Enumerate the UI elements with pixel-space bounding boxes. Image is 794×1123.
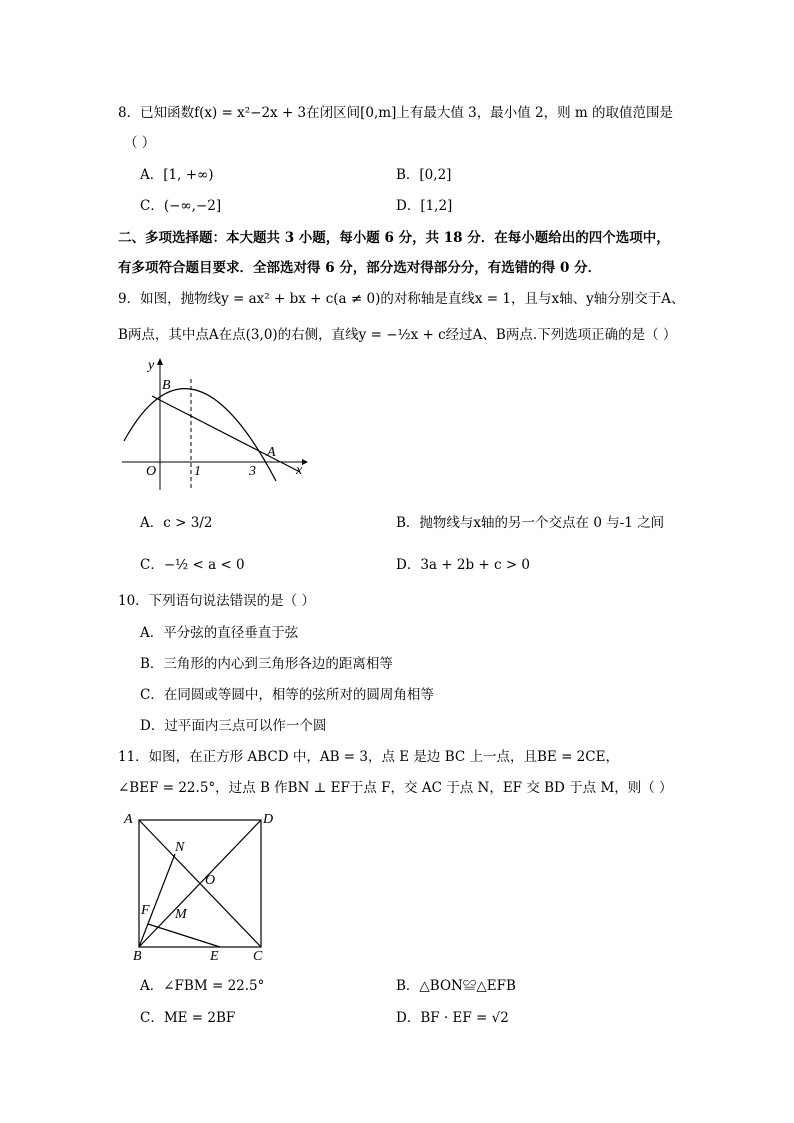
- q9-label-y: y: [148, 358, 155, 373]
- q11-label-m: M: [175, 907, 187, 922]
- q11-label-a: A: [124, 812, 133, 827]
- q11-option-b: B．△BON≌△EFB: [396, 978, 516, 994]
- q11-square-figure: [118, 806, 288, 966]
- q8-option-c: C．(−∞,−2]: [140, 198, 222, 214]
- q11-stem-line1: 11．如图，在正方形 ABCD 中，AB = 3，点 E 是边 BC 上一点，且BE = 2CE，: [118, 749, 619, 765]
- q8-stem: 8．已知函数f(x) = x²−2x + 3在闭区间[0,m]上有最大值 3，最小值 2，则 m 的取值范围是: [118, 105, 674, 121]
- q11-stem-line2: ∠BEF = 22.5°，过点 B 作BN ⊥ EF于点 F，交 AC 于点 N，EF 交 BD 于点 M，则（ ）: [118, 780, 673, 796]
- q10-option-b: B．三角形的内心到三角形各边的距离相等: [140, 656, 393, 672]
- q9-option-c: C．−½ < a < 0: [140, 557, 245, 573]
- q11-label-c: C: [253, 949, 263, 964]
- q11-segment-ef: [148, 924, 220, 947]
- q8-option-d: D．[1,2]: [396, 198, 453, 214]
- q9-option-b: B．抛物线与x轴的另一个交点在 0 与-1 之间: [396, 515, 665, 531]
- q9-label-o: O: [146, 464, 157, 479]
- q9-stem-line1: 9．如图，抛物线y = ax² + bx + c(a ≠ 0)的对称轴是直线x = 1，且与x轴、y轴分别交于A、: [118, 291, 685, 307]
- q8-option-a: A．[1, +∞): [140, 167, 214, 183]
- q10-option-a: A．平分弦的直径垂直于弦: [140, 625, 299, 641]
- q11-option-c: C．ME = 2BF: [140, 1010, 236, 1026]
- q9-label-1: 1: [194, 464, 201, 479]
- q11-label-n: N: [175, 840, 185, 855]
- q11-label-d: D: [263, 812, 274, 827]
- q9-option-d: D．3a + 2b + c > 0: [396, 557, 531, 573]
- q9-line-ab: [152, 396, 300, 472]
- q9-x-arrow: [302, 459, 308, 465]
- q11-label-e: E: [210, 949, 219, 964]
- q10-stem: 10．下列语句说法错误的是（ ）: [118, 593, 315, 609]
- q11-label-o: O: [205, 873, 216, 888]
- q8-answer-paren: （ ）: [124, 135, 156, 151]
- q8-option-b: B．[0,2]: [396, 167, 452, 183]
- q11-segment-bn: [139, 854, 175, 947]
- section2-line1: 二、多项选择题：本大题共 3 小题，每小题 6 分，共 18 分．在每小题给出的四个选项中，: [118, 230, 670, 246]
- q9-option-a: A．c > 3/2: [140, 515, 213, 531]
- q11-label-f: F: [141, 903, 150, 918]
- q9-stem-line2: B两点，其中点A在点(3,0)的右侧，直线y = −½x + c经过A、B两点.下列选项正确的是（ ）: [118, 327, 677, 343]
- q9-label-3: 3: [249, 464, 256, 479]
- q9-y-arrow: [157, 358, 163, 365]
- q10-option-c: C．在同圆或等圆中，相等的弦所对的圆周角相等: [140, 687, 434, 703]
- q9-parabola-figure: [116, 355, 316, 495]
- q9-label-b: B: [162, 378, 171, 393]
- q11-label-b: B: [133, 949, 142, 964]
- q9-label-x: x: [296, 463, 303, 478]
- q10-option-d: D．过平面内三点可以作一个圆: [140, 718, 327, 734]
- section2-line2: 有多项符合题目要求．全部选对得 6 分，部分选对得部分分，有选错的得 0 分．: [118, 260, 602, 276]
- q9-label-a: A: [267, 445, 276, 460]
- q11-option-d: D．BF · EF = √2: [396, 1010, 509, 1026]
- q11-option-a: A．∠FBM = 22.5°: [140, 978, 265, 994]
